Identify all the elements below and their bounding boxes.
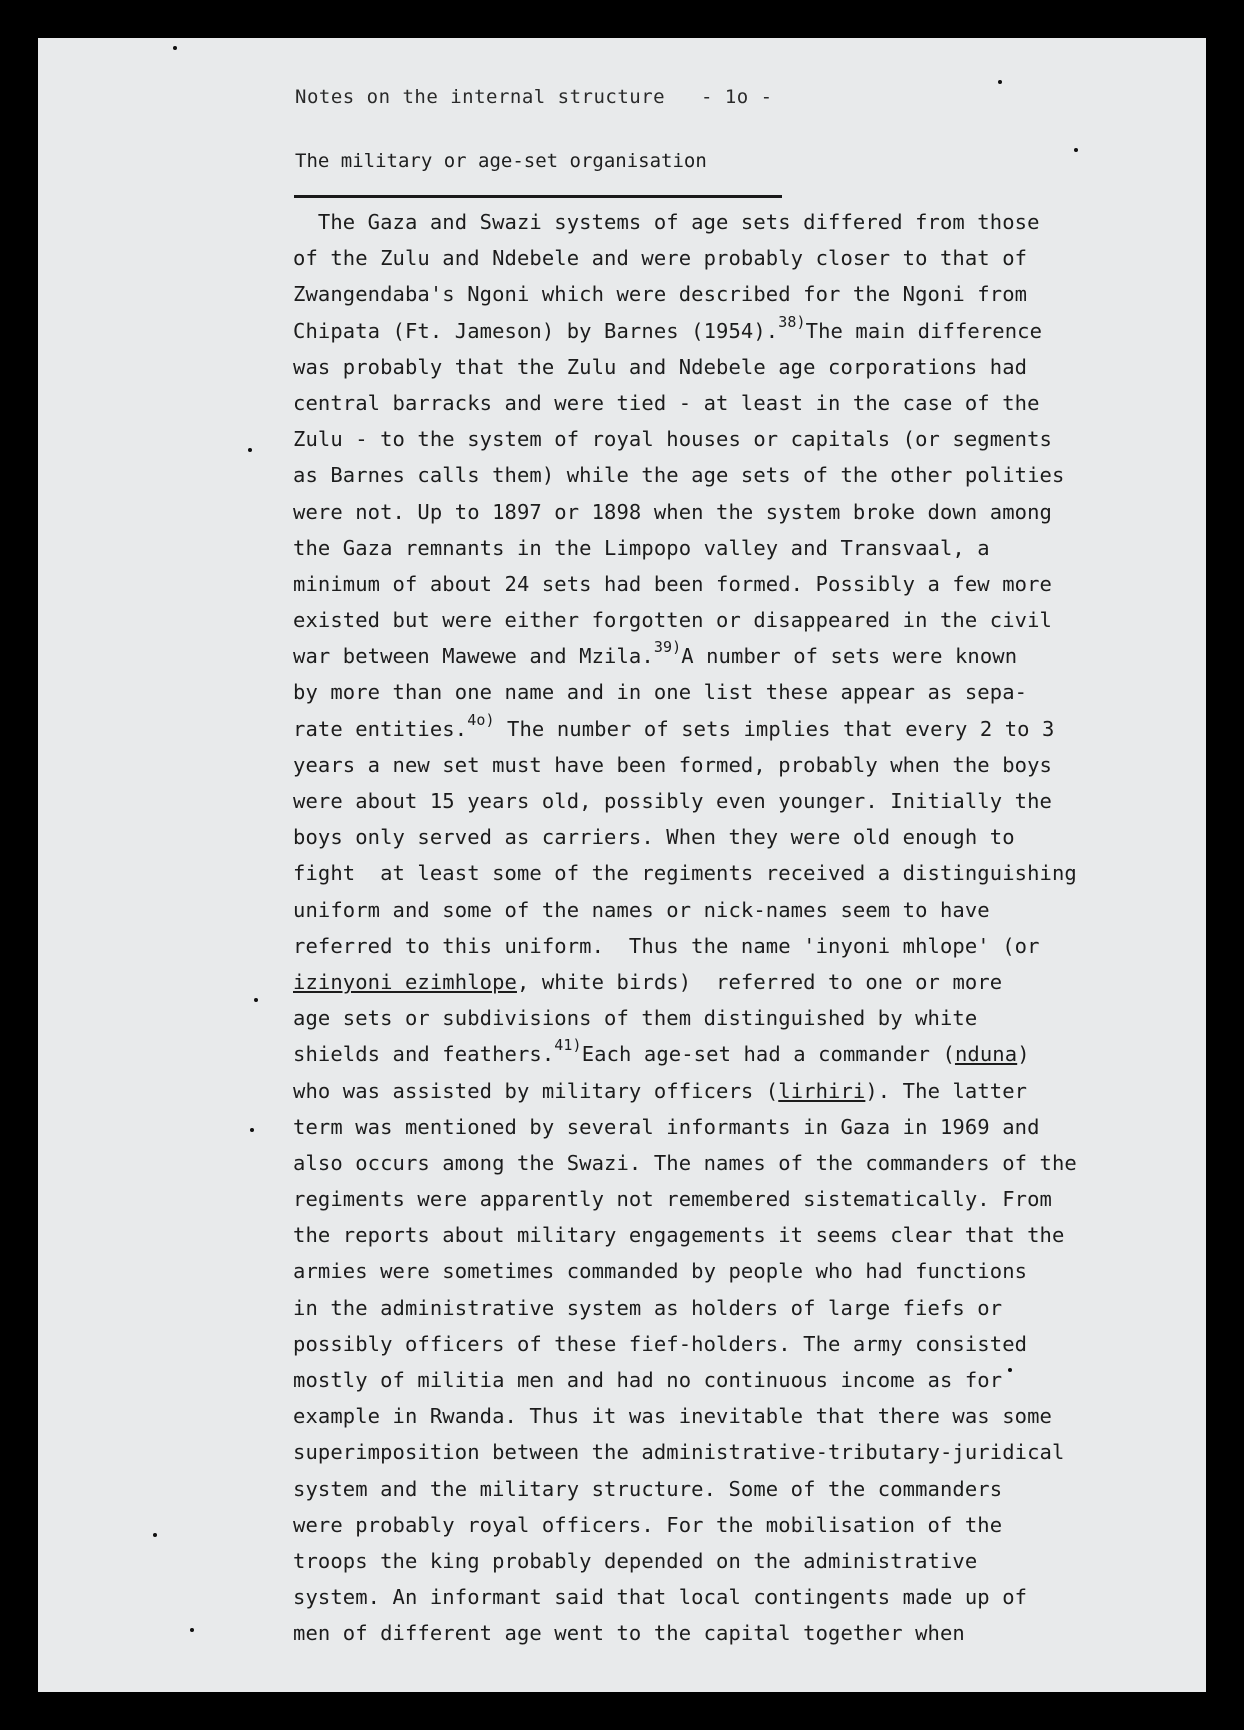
text-line <box>293 1145 1193 1181</box>
text-segment: rate entities. <box>293 716 468 741</box>
text-line <box>293 819 1193 855</box>
text-segment: troops the king probably depended on the administrative <box>293 1548 978 1573</box>
text-segment: referred to this uniform. Thus the name 'inyoni mhlope' (or <box>293 933 1040 958</box>
text-segment: who was assisted by military officers ( <box>293 1078 779 1103</box>
text-segment: uniform and some of the names or nick-names seem to have <box>293 897 990 922</box>
text-segment: were about 15 years old, possibly even younger. Initially the <box>293 789 1052 813</box>
text-line <box>293 1362 1193 1398</box>
text-line <box>293 1253 1193 1289</box>
text-segment: mostly of militia men and had no continuous income as for <box>293 1368 1003 1392</box>
footnote-marker: 38) <box>778 312 806 331</box>
text-segment: armies were sometimes commanded by people who had functions <box>293 1259 1028 1284</box>
text-segment: shields and feathers. <box>293 1042 555 1067</box>
text-line <box>293 1434 1193 1470</box>
text-line <box>293 1073 1193 1109</box>
text-segment: ). The latter <box>865 1078 1028 1103</box>
text-segment: term was mentioned by several informants in Gaza in 1969 and <box>293 1114 1040 1139</box>
footnote-marker: 39) <box>653 638 682 657</box>
scan-speck <box>250 1128 254 1132</box>
text-segment: men of different age went to the capital together when <box>293 1621 965 1646</box>
text-line <box>293 674 1193 710</box>
text-line <box>293 855 1193 891</box>
scan-speck <box>1074 148 1078 152</box>
running-title: Notes on the internal structure <box>295 86 666 108</box>
text-line <box>293 276 1193 312</box>
text-segment: Zulu - to the system of royal houses or capitals (or segments <box>293 427 1052 452</box>
page-number: - 1o - <box>700 86 773 108</box>
text-segment: The number of sets implies that every 2 to 3 <box>494 716 1055 741</box>
text-line <box>293 240 1193 276</box>
text-line <box>293 783 1193 819</box>
text-segment: of the Zulu and Ndebele and were probably closer to that of <box>293 246 1028 271</box>
scan-speck <box>153 1533 157 1537</box>
text-line <box>293 1181 1193 1217</box>
text-segment: as Barnes calls them) while the age sets of the other polities <box>293 463 1065 488</box>
text-segment: in the administrative system as holders of large fiefs or <box>293 1295 1003 1320</box>
text-segment: were probably royal officers. For the mobilisation of the <box>293 1512 1003 1537</box>
text-segment: superimposition between the administrative-tributary-juridical <box>293 1440 1065 1465</box>
text-line <box>293 1507 1193 1543</box>
text-segment: existed but were either forgotten or disappeared in the civil <box>293 608 1052 633</box>
text-line <box>293 1036 1193 1072</box>
text-line <box>293 421 1193 457</box>
text-line <box>293 711 1193 747</box>
text-segment: ) <box>1017 1042 1030 1067</box>
text-segment: Chipata (Ft. Jameson) by Barnes (1954). <box>293 318 779 343</box>
scan-speck <box>1008 1368 1012 1372</box>
scan-speck <box>998 80 1002 84</box>
scan-speck <box>173 46 177 50</box>
text-segment: also occurs among the Swazi. The names of the commanders of the <box>293 1150 1077 1175</box>
text-line <box>293 1398 1193 1434</box>
text-segment: the reports about military engagements it seems clear that the <box>293 1223 1065 1248</box>
section-title-underline <box>294 195 782 198</box>
text-line <box>293 530 1193 566</box>
text-segment: minimum of about 24 sets had been formed. Possibly a few more <box>293 571 1052 596</box>
text-segment: war between Mawewe and Mzila. <box>293 644 654 669</box>
text-segment: central barracks and were tied - at least in the case of the <box>293 390 1040 415</box>
text-segment: Zwangendaba's Ngoni which were described for the Ngoni from <box>293 282 1028 307</box>
scan-speck <box>190 1628 194 1632</box>
text-line <box>293 892 1193 928</box>
section-title: The military or age-set organisation <box>295 150 707 172</box>
text-segment: boys only served as carriers. When they were old enough to <box>293 825 1015 850</box>
text-segment: Each age-set had a commander ( <box>581 1042 955 1067</box>
text-segment: age sets or subdivisions of them distinguished by white <box>293 1006 978 1031</box>
underlined-term: izinyoni ezimhlope <box>293 969 517 994</box>
text-line <box>293 1217 1193 1253</box>
text-segment: regiments were apparently not remembered sistematically. From <box>293 1187 1052 1212</box>
text-line <box>293 494 1193 530</box>
text-segment: A number of sets were known <box>681 644 1018 669</box>
text-line <box>293 1000 1193 1036</box>
running-header <box>295 86 773 108</box>
text-line <box>293 457 1193 493</box>
text-segment: years a new set must have been formed, probably when the boys <box>293 752 1052 777</box>
text-line <box>293 964 1193 1000</box>
text-line <box>293 1290 1193 1326</box>
text-line <box>293 1109 1193 1145</box>
underlined-term: lirhiri <box>778 1078 866 1103</box>
text-segment: , white birds) referred to one or more <box>516 969 1003 994</box>
text-line <box>293 747 1193 783</box>
text-segment: were not. Up to 1897 or 1898 when the system broke down among <box>293 499 1052 524</box>
text-line <box>293 1579 1193 1615</box>
scan-speck <box>248 448 252 452</box>
text-line <box>293 1326 1193 1362</box>
text-segment: example in Rwanda. Thus it was inevitable that there was some <box>293 1404 1052 1429</box>
text-segment: possibly officers of these fief-holders. The army consisted <box>293 1331 1028 1356</box>
text-segment: system and the military structure. Some of the commanders <box>293 1476 1003 1501</box>
document-page <box>38 38 1206 1692</box>
text-segment: the Gaza remnants in the Limpopo valley and Transvaal, a <box>293 535 990 560</box>
text-line <box>293 602 1193 638</box>
footnote-marker: 41) <box>554 1036 582 1055</box>
text-line <box>293 928 1193 964</box>
text-segment: fight at least some of the regiments received a distinguishing <box>293 861 1077 886</box>
text-line <box>293 1615 1193 1651</box>
text-segment: was probably that the Zulu and Ndebele age corporations had <box>293 354 1028 379</box>
text-line <box>293 349 1193 385</box>
footnote-marker: 4o) <box>467 710 495 729</box>
text-line <box>293 1471 1193 1507</box>
underlined-term: nduna <box>954 1042 1018 1067</box>
scan-speck <box>254 998 258 1002</box>
text-line <box>293 566 1193 602</box>
text-segment: system. An informant said that local contingents made up of <box>293 1585 1028 1610</box>
text-line <box>293 385 1193 421</box>
text-line <box>293 313 1193 349</box>
body-text <box>293 204 1193 1652</box>
text-line <box>293 638 1193 674</box>
text-segment: The main difference <box>805 318 1043 343</box>
text-segment: The Gaza and Swazi systems of age sets differed from those <box>293 210 1040 234</box>
text-line <box>293 1543 1193 1579</box>
text-line <box>293 204 1193 240</box>
text-segment: by more than one name and in one list these appear as sepa- <box>293 680 1028 705</box>
